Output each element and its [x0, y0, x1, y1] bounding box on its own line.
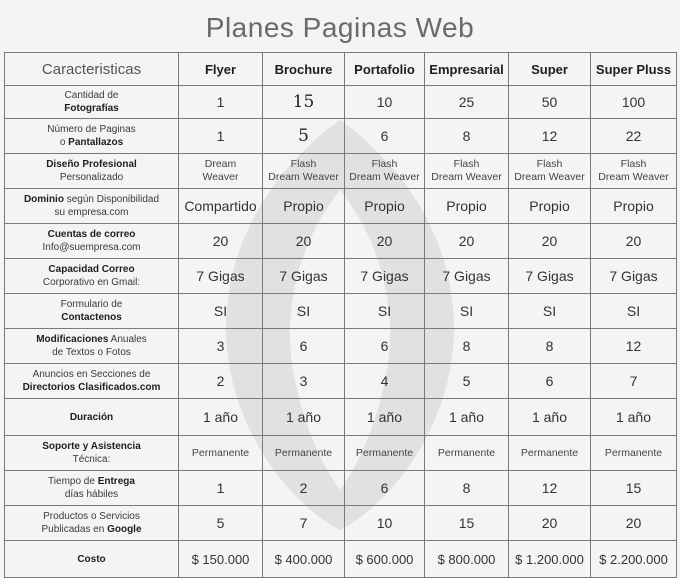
table-row: [5, 471, 677, 506]
price-cell: $ 1.200.000: [509, 541, 591, 578]
feature-text: según Disponibilidad: [66, 194, 160, 205]
table-cell: 5: [179, 506, 263, 541]
feature-label: [5, 294, 179, 329]
header-plan-empresarial: Empresarial: [425, 53, 509, 86]
feature-text: Publicadas en: [41, 524, 105, 535]
table-cell: SI: [509, 294, 591, 329]
table-cell: 1 año: [509, 399, 591, 436]
cell-line: Flash: [536, 158, 563, 170]
feature-text: Tiempo de: [48, 476, 95, 487]
table-cell: 8: [425, 471, 509, 506]
cell-line: Flash: [453, 158, 480, 170]
table-cell: 1 año: [425, 399, 509, 436]
table-cell: [263, 154, 345, 189]
table-cell: 7 Gigas: [425, 259, 509, 294]
table-cell: 22: [591, 119, 677, 154]
table-cell: [509, 154, 591, 189]
feature-label: [5, 364, 179, 399]
feature-text: Anuales: [110, 334, 147, 345]
table-cell: 20: [591, 224, 677, 259]
page-title: Planes Paginas Web: [205, 12, 475, 43]
table-cell: 6: [345, 119, 425, 154]
table-cell: 1 año: [263, 399, 345, 436]
feature-bold: Capacidad Correo: [48, 264, 135, 275]
table-cell: Permanente: [509, 436, 591, 471]
feature-bold: Dominio: [23, 194, 64, 205]
table-cell: SI: [425, 294, 509, 329]
feature-label: [5, 506, 179, 541]
price-cell: $ 800.000: [425, 541, 509, 578]
table-cell: 20: [345, 224, 425, 259]
feature-text: Personalizado: [59, 172, 124, 183]
table-cell: Permanente: [345, 436, 425, 471]
header-plan-super: Super: [509, 53, 591, 86]
feature-text: Formulario de: [60, 299, 123, 310]
table-cell: 7: [591, 364, 677, 399]
table-cell: SI: [345, 294, 425, 329]
cell-line: Dream Weaver: [349, 171, 420, 183]
table-cell: 20: [509, 506, 591, 541]
header-plan-portafolio: Portafolio: [345, 53, 425, 86]
plans-table: [4, 52, 677, 578]
feature-bold: Cuentas de correo: [47, 229, 136, 240]
cell-line: Dream Weaver: [268, 171, 339, 183]
feature-text: su empresa.com: [54, 207, 129, 218]
table-cell: 100: [591, 86, 677, 119]
price-cell: $ 600.000: [345, 541, 425, 578]
table-cell: SI: [591, 294, 677, 329]
feature-text: Técnica:: [72, 454, 111, 465]
table-cell: 15: [263, 86, 345, 119]
table-cell: Propio: [345, 189, 425, 224]
table-cell: 3: [263, 364, 345, 399]
table-cell: [179, 154, 263, 189]
price-cell: $ 400.000: [263, 541, 345, 578]
table-row: [5, 86, 677, 119]
table-cell: 5: [425, 364, 509, 399]
table-cell: 1: [179, 471, 263, 506]
table-row: [5, 436, 677, 471]
cell-line: Flash: [290, 158, 317, 170]
cell-line: Dream Weaver: [598, 171, 669, 183]
header-plan-brochure: Brochure: [263, 53, 345, 86]
feature-text: Corporativo en Gmail:: [42, 277, 141, 288]
table-row: [5, 154, 677, 189]
table-cell: 6: [345, 471, 425, 506]
feature-bold: Google: [107, 524, 142, 535]
table-cell: Propio: [263, 189, 345, 224]
feature-text: Info@suempresa.com: [42, 242, 141, 253]
feature-label: [5, 189, 179, 224]
table-cell: 4: [345, 364, 425, 399]
table-cell: 6: [509, 364, 591, 399]
table-cell: SI: [179, 294, 263, 329]
table-cell: 10: [345, 506, 425, 541]
table-cell: 1 año: [591, 399, 677, 436]
table-cell: 20: [425, 224, 509, 259]
cell-line: Flash: [620, 158, 647, 170]
table-cell: 2: [179, 364, 263, 399]
table-row: [5, 364, 677, 399]
feature-label: [5, 436, 179, 471]
table-cell: 7 Gigas: [345, 259, 425, 294]
table-row: [5, 189, 677, 224]
table-cell: 12: [509, 119, 591, 154]
feature-text: días hábiles: [64, 489, 119, 500]
table-row: [5, 329, 677, 364]
feature-label: [5, 86, 179, 119]
feature-text: Cantidad de: [64, 90, 119, 101]
table-cell: 50: [509, 86, 591, 119]
cell-line: Flash: [371, 158, 398, 170]
feature-label: [5, 224, 179, 259]
table-cell: 7 Gigas: [509, 259, 591, 294]
feature-bold: Costo: [77, 553, 106, 565]
header-plan-super-pluss: Super Pluss: [591, 53, 677, 86]
table-cell: 7 Gigas: [591, 259, 677, 294]
table-row: [5, 399, 677, 436]
feature-label: [5, 471, 179, 506]
feature-label: [5, 541, 179, 578]
cell-line: Weaver: [202, 171, 239, 183]
table-cell: Propio: [591, 189, 677, 224]
feature-bold: Duración: [69, 411, 114, 423]
table-cell: 7: [263, 506, 345, 541]
table-cell: 20: [179, 224, 263, 259]
table-cell: 1: [179, 119, 263, 154]
table-cell: Propio: [425, 189, 509, 224]
table-cell: 6: [263, 329, 345, 364]
feature-label: [5, 154, 179, 189]
table-cell: 8: [425, 329, 509, 364]
feature-bold: Modificaciones: [36, 334, 109, 345]
cell-line: Dream Weaver: [431, 171, 502, 183]
cell-line: Dream Weaver: [514, 171, 585, 183]
table-cell: Permanente: [263, 436, 345, 471]
feature-bold: Contactenos: [61, 312, 122, 323]
feature-label: [5, 259, 179, 294]
table-cell: [345, 154, 425, 189]
feature-label: [5, 119, 179, 154]
feature-bold: Entrega: [97, 476, 135, 487]
table-cell: Propio: [509, 189, 591, 224]
table-row: [5, 119, 677, 154]
feature-text: o: [59, 137, 66, 148]
table-cell: 6: [345, 329, 425, 364]
feature-text: de Textos o Fotos: [52, 347, 131, 358]
table-cell: 8: [509, 329, 591, 364]
header-plan-flyer: Flyer: [179, 53, 263, 86]
feature-label: [5, 329, 179, 364]
table-cell: 1 año: [179, 399, 263, 436]
price-cell: $ 150.000: [179, 541, 263, 578]
table-cell: 20: [263, 224, 345, 259]
table-cell: 12: [509, 471, 591, 506]
table-row: [5, 506, 677, 541]
table-cell: [591, 154, 677, 189]
feature-bold: Directorios Clasificados.com: [22, 382, 161, 393]
table-cell: 20: [509, 224, 591, 259]
price-cell: $ 2.200.000: [591, 541, 677, 578]
feature-bold: Diseño Profesional: [46, 159, 137, 170]
table-row: [5, 224, 677, 259]
feature-bold: Soporte y Asistencia: [42, 441, 141, 452]
table-row: [5, 259, 677, 294]
table-cell: 15: [591, 471, 677, 506]
table-cell: Permanente: [591, 436, 677, 471]
header-caracteristicas: Caracteristicas: [5, 53, 179, 86]
table-cell: 5: [263, 119, 345, 154]
feature-bold: Fotografías: [64, 103, 119, 114]
table-cell: 2: [263, 471, 345, 506]
feature-text: Anuncios en Secciones de: [32, 369, 151, 380]
table-cell: 1 año: [345, 399, 425, 436]
table-cell: Permanente: [425, 436, 509, 471]
feature-label: [5, 399, 179, 436]
feature-text: Número de Paginas: [47, 124, 136, 135]
table-row: [5, 541, 677, 578]
table-cell: 3: [179, 329, 263, 364]
table-cell: SI: [263, 294, 345, 329]
feature-text: Productos o Servicios: [43, 511, 140, 522]
table-cell: 25: [425, 86, 509, 119]
cell-line: Dream: [204, 158, 237, 170]
table-cell: Compartido: [179, 189, 263, 224]
table-row: [5, 294, 677, 329]
table-cell: 10: [345, 86, 425, 119]
table-cell: 20: [591, 506, 677, 541]
feature-bold: Pantallazos: [68, 137, 124, 148]
table-cell: 12: [591, 329, 677, 364]
table-cell: 1: [179, 86, 263, 119]
table-cell: 8: [425, 119, 509, 154]
table-cell: 7 Gigas: [263, 259, 345, 294]
table-cell: 15: [425, 506, 509, 541]
table-cell: [425, 154, 509, 189]
table-cell: Permanente: [179, 436, 263, 471]
table-cell: 7 Gigas: [179, 259, 263, 294]
